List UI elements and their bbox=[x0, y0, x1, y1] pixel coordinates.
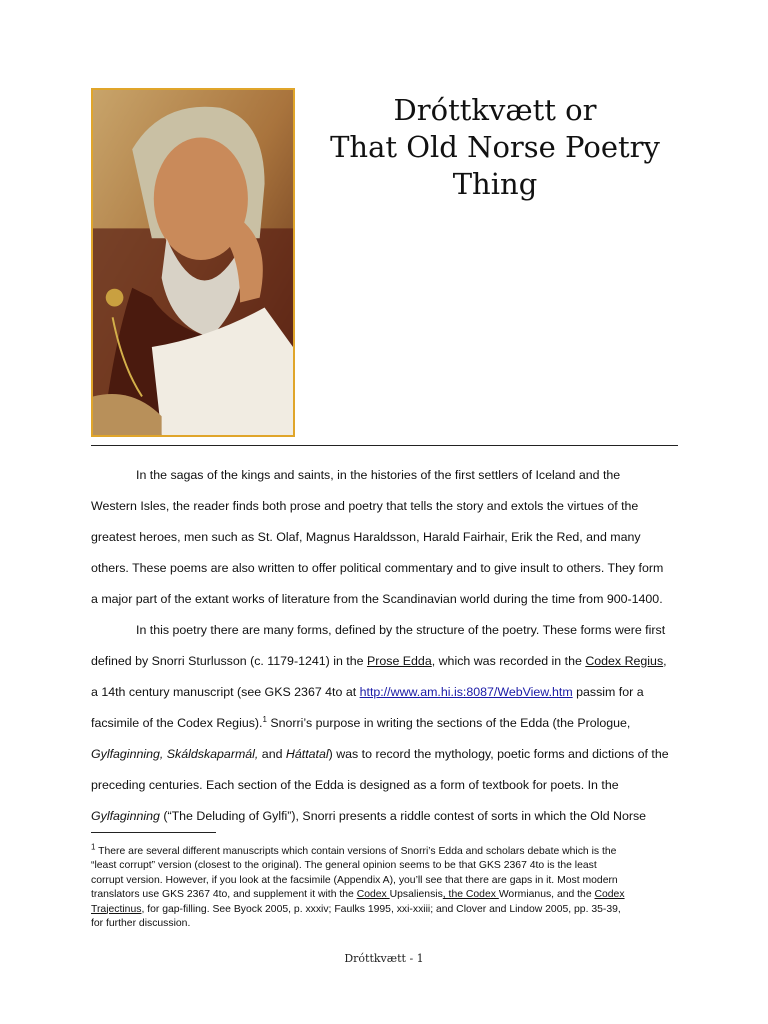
p2-line-2 bbox=[91, 646, 678, 677]
footnote-divider bbox=[91, 832, 216, 833]
prose-edda-ref: Prose Edda bbox=[366, 654, 432, 668]
p2-line-5-text-b: ) was to record the mythology, poetic forms and dictions of the bbox=[328, 747, 669, 761]
paragraph-1 bbox=[91, 460, 678, 615]
codex-ref-3: Codex bbox=[594, 889, 625, 901]
p2-line-5-text: and bbox=[258, 747, 286, 761]
footnote-line-6: for further discussion. bbox=[91, 918, 191, 930]
footnote-line-4-text: translators use GKS 2367 4to, and supplement it with the bbox=[91, 889, 357, 901]
p2-line-1: In this poetry there are many forms, defined by the structure of the poetry. These forms were first bbox=[136, 623, 666, 637]
p2-line-3-text-b: passim for a bbox=[572, 685, 644, 699]
footnote-number: 1 bbox=[91, 842, 96, 852]
footnote-line-4-text-c: , the bbox=[442, 889, 463, 901]
p2-line-2-text: defined by Snorri Sturlusson (c. 1179-1241) in the bbox=[91, 654, 367, 668]
trajectinus-ref: Trajectinus bbox=[91, 903, 142, 915]
title-divider bbox=[91, 445, 678, 446]
p2-line-7 bbox=[91, 801, 678, 832]
title-line-2: That Old Norse Poetry bbox=[330, 130, 660, 164]
footnote-ref-1[interactable]: 1 bbox=[262, 714, 267, 724]
p2-line-4-text: facsimile of the Codex Regius). bbox=[91, 716, 263, 730]
p2-line-4 bbox=[91, 708, 678, 739]
p2-line-4-text-b: Snorri’s purpose in writing the sections of the Edda (the Prologue, bbox=[266, 716, 631, 730]
footnote-line-5 bbox=[91, 903, 681, 917]
footnote bbox=[91, 842, 681, 931]
gylfaginning-title-2: Gylfaginning bbox=[91, 809, 160, 823]
footnote-line-2: “least corrupt” version (closest to the original). The general opinion seems to be that GKS 2367 4to is the least bbox=[91, 860, 597, 872]
p2-line-6: preceding centuries. Each section of the Edda is designed as a form of textbook for poets. In the bbox=[91, 778, 619, 792]
p1-line-3: greatest heroes, men such as St. Olaf, Magnus Haraldsson, Harald Fairhair, Erik the Red, and many bbox=[91, 530, 641, 544]
p2-line-3-text: a 14th century manuscript (see GKS 2367 4to at bbox=[91, 685, 360, 699]
manuscript-link[interactable]: http://www.am.hi.is:8087/WebView.htm bbox=[359, 685, 573, 699]
bearded-man-portrait-image bbox=[91, 88, 295, 437]
p2-line-5 bbox=[91, 739, 678, 770]
body-text bbox=[91, 460, 678, 832]
footnote-line-3: corrupt version. However, if you look at the facsimile (Appendix A), you’ll see that there are gaps in it. Most modern bbox=[91, 874, 618, 886]
codex-ref-1: Codex bbox=[356, 889, 390, 901]
p1-line-4: others. These poems are also written to offer political commentary and to give insult to others. They form bbox=[91, 561, 664, 575]
page-footer: Dróttkvætt - 1 bbox=[344, 952, 424, 965]
p2-line-7-text: (“The Deluding of Gylfi”), Snorri presents a riddle contest of sorts in which the Old Norse bbox=[159, 809, 647, 823]
p1-line-1: In the sagas of the kings and saints, in the histories of the first settlers of Iceland and the bbox=[136, 468, 621, 482]
footnote-line-4 bbox=[91, 888, 681, 902]
document-title bbox=[330, 92, 660, 203]
p2-line-2-text-c: , bbox=[663, 654, 667, 668]
gylfaginning-title: Gylfaginning, Skáldskaparmál, bbox=[91, 747, 259, 761]
footnote-line-4-text-d: Wormianus, and the bbox=[498, 889, 595, 901]
p1-line-2: Western Isles, the reader finds both prose and poetry that tells the story and extols the virtues of the bbox=[91, 499, 639, 513]
footnote-line-4-text-b: Upsaliensis bbox=[389, 889, 443, 901]
codex-regius-ref: Codex Regius bbox=[585, 654, 664, 668]
footnote-line-5-text: , for gap-filling. See Byock 2005, p. xxxiv; Faulks 1995, xxi-xxiii; and Clover and Lindow 2005, pp. 35-39, bbox=[141, 903, 621, 915]
hattatal-title: Háttatal bbox=[285, 747, 329, 761]
codex-ref-2: Codex bbox=[463, 889, 499, 901]
footnote-line-1 bbox=[91, 842, 681, 859]
p1-line-5: a major part of the extant works of literature from the Scandinavian world during the time from 900-1400. bbox=[91, 592, 663, 606]
p2-line-3 bbox=[91, 677, 678, 708]
title-line-1: Dróttkvætt or bbox=[393, 93, 597, 127]
paragraph-2 bbox=[91, 615, 678, 832]
footnote-line-1-text: There are several different manuscripts which contain versions of Snorri’s Edda and scholars debate which is the bbox=[95, 846, 617, 857]
p2-line-2-text-b: , which was recorded in the bbox=[431, 654, 586, 668]
title-line-3: Thing bbox=[452, 167, 538, 201]
